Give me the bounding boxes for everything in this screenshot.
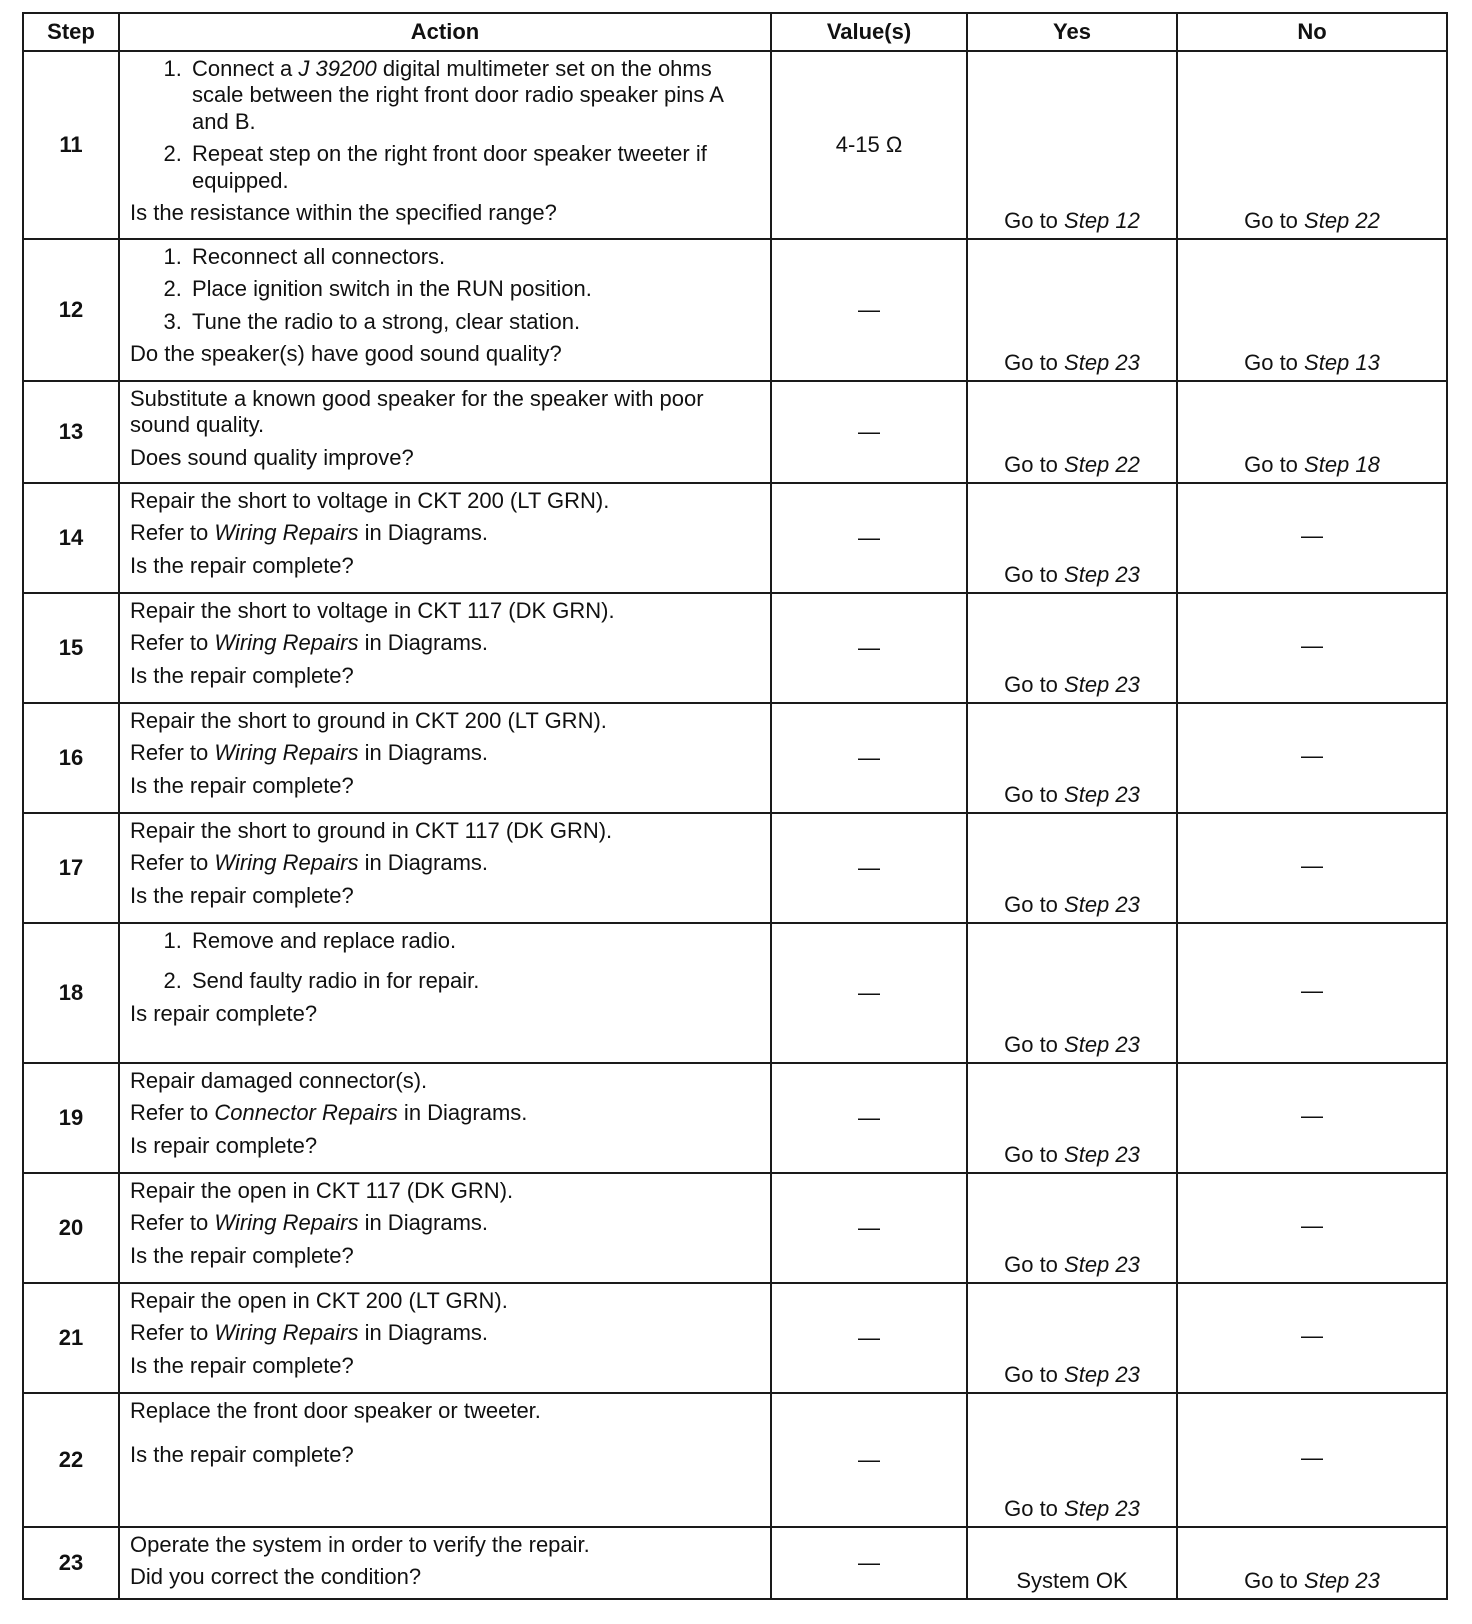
step-ref: Step 23 xyxy=(1064,1251,1140,1277)
step-number: 15 xyxy=(23,593,119,703)
yes-cell: Go to Step 23 xyxy=(967,1063,1177,1173)
step-ref: Step 23 xyxy=(1304,1567,1380,1593)
header-values: Value(s) xyxy=(771,13,967,51)
step-ref: Step 13 xyxy=(1304,349,1380,375)
no-cell: — xyxy=(1177,1393,1447,1527)
question-text: Is the repair complete? xyxy=(130,1242,354,1268)
action-cell xyxy=(119,1063,771,1173)
question-text: Is the resistance within the specified range? xyxy=(130,199,557,225)
table-row xyxy=(23,923,1447,1063)
no-cell: Go to Step 18 xyxy=(1177,381,1447,483)
table-row xyxy=(23,813,1447,923)
value-cell: — xyxy=(771,593,967,703)
list-item: 2. Send faulty radio in for repair. xyxy=(188,968,762,994)
yes-cell: Go to Step 23 xyxy=(967,703,1177,813)
action-cell xyxy=(119,381,771,483)
list-item: 1. Reconnect all connectors. xyxy=(188,244,762,270)
header-yes: Yes xyxy=(967,13,1177,51)
list-item: 1. Remove and replace radio. xyxy=(188,928,762,954)
table-row xyxy=(23,483,1447,593)
table-row xyxy=(23,51,1447,239)
step-ref: Step 23 xyxy=(1064,1141,1140,1167)
diagnostic-table xyxy=(22,12,1448,1600)
step-number: 16 xyxy=(23,703,119,813)
table-row xyxy=(23,239,1447,381)
yes-cell: Go to Step 23 xyxy=(967,239,1177,381)
refer-text: Refer to Wiring Repairs in Diagrams. xyxy=(130,850,489,876)
value-cell: — xyxy=(771,1173,967,1283)
no-cell: — xyxy=(1177,1063,1447,1173)
header-no: No xyxy=(1177,13,1447,51)
yes-cell: Go to Step 23 xyxy=(967,1283,1177,1393)
value-cell: — xyxy=(771,381,967,483)
action-cell xyxy=(119,1393,771,1527)
header-step: Step xyxy=(23,13,119,51)
refer-text: Refer to Wiring Repairs in Diagrams. xyxy=(130,1320,489,1346)
refer-text: Refer to Wiring Repairs in Diagrams. xyxy=(130,630,489,656)
step-number: 18 xyxy=(23,923,119,1063)
refer-text: Refer to Wiring Repairs in Diagrams. xyxy=(130,520,489,546)
value-cell: — xyxy=(771,1527,967,1599)
yes-cell: Go to Step 23 xyxy=(967,483,1177,593)
step-ref: Step 23 xyxy=(1064,891,1140,917)
action-cell xyxy=(119,1173,771,1283)
yes-cell: Go to Step 23 xyxy=(967,923,1177,1063)
action-cell xyxy=(119,483,771,593)
step-ref: Step 23 xyxy=(1064,349,1140,375)
action-text: Repair the short to ground in CKT 117 (DK GRN). xyxy=(130,818,613,843)
yes-cell: System OK xyxy=(967,1527,1177,1599)
no-cell: Go to Step 22 xyxy=(1177,51,1447,239)
no-cell: Go to Step 13 xyxy=(1177,239,1447,381)
list-item: 3. Tune the radio to a strong, clear station. xyxy=(188,309,762,335)
action-list xyxy=(130,56,762,194)
no-cell: — xyxy=(1177,1173,1447,1283)
step-ref: Step 23 xyxy=(1064,781,1140,807)
question-text: Do the speaker(s) have good sound quality? xyxy=(130,341,562,367)
action-text: Replace the front door speaker or tweeter. xyxy=(130,1398,541,1423)
action-text: Substitute a known good speaker for the speaker with poor sound quality. xyxy=(130,386,704,438)
no-cell: — xyxy=(1177,923,1447,1063)
question-text: Is the repair complete? xyxy=(130,662,354,688)
action-list xyxy=(130,244,762,335)
step-number: 12 xyxy=(23,239,119,381)
list-item: 2. Place ignition switch in the RUN position. xyxy=(188,276,762,302)
table-row xyxy=(23,381,1447,483)
value-cell: — xyxy=(771,813,967,923)
no-cell: — xyxy=(1177,703,1447,813)
table-row xyxy=(23,1393,1447,1527)
table-row xyxy=(23,703,1447,813)
yes-cell: Go to Step 22 xyxy=(967,381,1177,483)
action-cell xyxy=(119,51,771,239)
question-text: Is repair complete? xyxy=(130,1132,318,1158)
no-cell: — xyxy=(1177,483,1447,593)
step-number: 23 xyxy=(23,1527,119,1599)
refer-text: Refer to Wiring Repairs in Diagrams. xyxy=(130,740,489,766)
action-cell xyxy=(119,239,771,381)
question-text: Is the repair complete? xyxy=(130,1352,354,1378)
step-ref: Step 22 xyxy=(1304,207,1380,233)
value-cell: — xyxy=(771,1393,967,1527)
step-ref: Step 23 xyxy=(1064,1031,1140,1057)
question-text: Is the repair complete? xyxy=(130,552,354,578)
yes-cell: Go to Step 23 xyxy=(967,1393,1177,1527)
tool-name: J 39200 xyxy=(298,56,377,81)
value-cell: — xyxy=(771,1283,967,1393)
step-ref: Step 23 xyxy=(1064,1361,1140,1387)
value-cell: — xyxy=(771,483,967,593)
table-row xyxy=(23,1283,1447,1393)
step-number: 17 xyxy=(23,813,119,923)
action-text: Repair the short to voltage in CKT 117 (DK GRN). xyxy=(130,598,615,623)
no-cell: Go to Step 23 xyxy=(1177,1527,1447,1599)
table-row xyxy=(23,1063,1447,1173)
yes-cell: Go to Step 23 xyxy=(967,1173,1177,1283)
step-ref: Step 18 xyxy=(1304,451,1380,477)
step-number: 13 xyxy=(23,381,119,483)
table-row xyxy=(23,1527,1447,1599)
step-ref: Step 23 xyxy=(1064,561,1140,587)
table-row xyxy=(23,593,1447,703)
action-cell xyxy=(119,813,771,923)
question-text: Is the repair complete? xyxy=(130,1442,354,1468)
step-number: 21 xyxy=(23,1283,119,1393)
step-number: 14 xyxy=(23,483,119,593)
value-cell: — xyxy=(771,703,967,813)
question-text: Is the repair complete? xyxy=(130,882,354,908)
value-cell: — xyxy=(771,923,967,1063)
action-text: Repair damaged connector(s). xyxy=(130,1068,428,1093)
action-cell xyxy=(119,1283,771,1393)
step-ref: Step 22 xyxy=(1064,451,1140,477)
step-ref: Step 23 xyxy=(1064,671,1140,697)
action-text: Repair the open in CKT 200 (LT GRN). xyxy=(130,1288,508,1313)
step-number: 20 xyxy=(23,1173,119,1283)
refer-text: Refer to Wiring Repairs in Diagrams. xyxy=(130,1210,489,1236)
question-text: Does sound quality improve? xyxy=(130,444,414,470)
list-item: 2. Repeat step on the right front door speaker tweeter if equipped. xyxy=(188,141,762,194)
value-cell: 4-15 Ω xyxy=(771,51,967,239)
value-cell: — xyxy=(771,239,967,381)
action-list xyxy=(130,928,762,995)
table-row xyxy=(23,1173,1447,1283)
step-ref: Step 12 xyxy=(1064,207,1140,233)
refer-text: Refer to Connector Repairs in Diagrams. xyxy=(130,1100,528,1126)
yes-cell: Go to Step 23 xyxy=(967,813,1177,923)
action-cell xyxy=(119,703,771,813)
no-cell: — xyxy=(1177,813,1447,923)
question-text: Is the repair complete? xyxy=(130,772,354,798)
action-text: Operate the system in order to verify the repair. xyxy=(130,1532,590,1557)
step-ref: Step 23 xyxy=(1064,1495,1140,1521)
step-number: 22 xyxy=(23,1393,119,1527)
action-cell xyxy=(119,593,771,703)
list-item: 1. Connect a J 39200 digital multimeter set on the ohms scale between the right front door radio speaker pins A and B. xyxy=(188,56,762,135)
step-number: 19 xyxy=(23,1063,119,1173)
question-text: Is repair complete? xyxy=(130,1000,318,1026)
step-number: 11 xyxy=(23,51,119,239)
action-text: Repair the open in CKT 117 (DK GRN). xyxy=(130,1178,514,1203)
value-cell: — xyxy=(771,1063,967,1173)
header-row xyxy=(23,13,1447,51)
no-cell: — xyxy=(1177,1283,1447,1393)
yes-cell: Go to Step 12 xyxy=(967,51,1177,239)
action-cell xyxy=(119,923,771,1063)
question-text: Did you correct the condition? xyxy=(130,1564,422,1590)
yes-cell: Go to Step 23 xyxy=(967,593,1177,703)
no-cell: — xyxy=(1177,593,1447,703)
header-action: Action xyxy=(119,13,771,51)
action-cell xyxy=(119,1527,771,1599)
action-text: Repair the short to voltage in CKT 200 (LT GRN). xyxy=(130,488,610,513)
action-text: Repair the short to ground in CKT 200 (LT GRN). xyxy=(130,708,607,733)
